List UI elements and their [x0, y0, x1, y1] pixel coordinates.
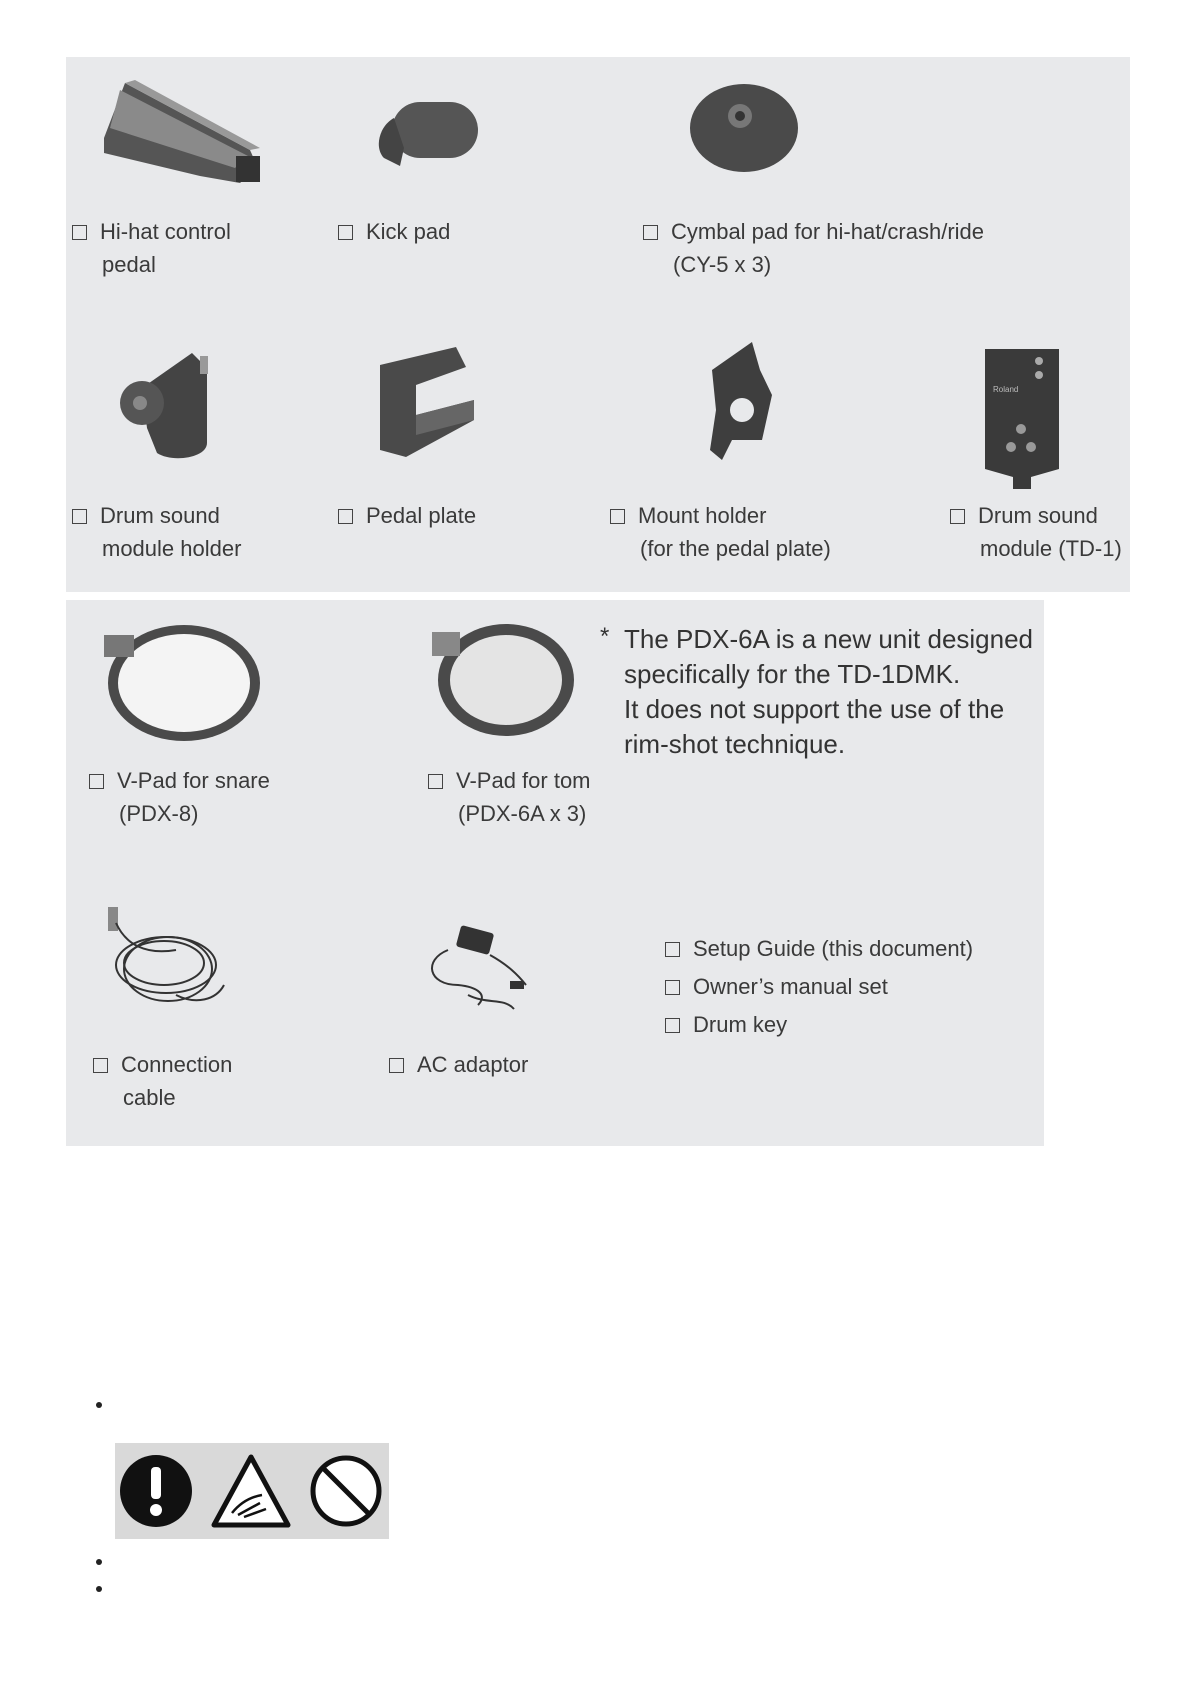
mount-holder-image	[702, 340, 778, 465]
checkbox-icon[interactable]	[428, 774, 443, 789]
doc-setup-guide: Setup Guide (this document)	[665, 930, 973, 968]
hihat-pedal-label: Hi-hat control pedal	[72, 215, 231, 281]
checkbox-icon[interactable]	[665, 1018, 680, 1033]
tom-pad-label: V-Pad for tom (PDX-6A x 3)	[428, 764, 591, 830]
connection-cable-image	[106, 905, 230, 1017]
kick-pad-image	[374, 98, 480, 170]
prohibition-icon	[308, 1453, 384, 1529]
pedal-plate-label: Pedal plate	[338, 499, 476, 532]
snare-pad-image	[100, 615, 262, 745]
checkbox-icon[interactable]	[643, 225, 658, 240]
checkbox-icon[interactable]	[338, 225, 353, 240]
pedal-plate-image	[376, 345, 478, 460]
module-holder-label: Drum sound module holder	[72, 499, 241, 565]
checkbox-icon[interactable]	[389, 1058, 404, 1073]
checkbox-icon[interactable]	[72, 509, 87, 524]
checkbox-icon[interactable]	[665, 980, 680, 995]
exclamation-icon	[118, 1453, 194, 1529]
list-bullet	[96, 1559, 102, 1565]
hihat-pedal-image	[100, 78, 265, 188]
checkbox-icon[interactable]	[89, 774, 104, 789]
checkbox-icon[interactable]	[72, 225, 87, 240]
connection-cable-label: Connection cable	[93, 1048, 232, 1114]
mount-holder-label: Mount holder (for the pedal plate)	[610, 499, 831, 565]
tom-pad-image	[428, 618, 576, 738]
snare-pad-label: V-Pad for snare (PDX-8)	[89, 764, 270, 830]
sound-module-image	[983, 347, 1061, 489]
checkbox-icon[interactable]	[610, 509, 625, 524]
list-bullet	[96, 1586, 102, 1592]
list-bullet	[96, 1402, 102, 1408]
checkbox-icon[interactable]	[665, 942, 680, 957]
kick-pad-label: Kick pad	[338, 215, 450, 248]
checkbox-icon[interactable]	[950, 509, 965, 524]
pdx6a-note: * The PDX-6A is a new unit designed specifically for the TD-1DMK. It does not support the use of the rim-shot technique.	[600, 623, 1034, 759]
sound-module-label: Drum sound module (TD-1)	[950, 499, 1122, 565]
cymbal-pad-image	[688, 78, 800, 174]
safety-icons	[115, 1443, 389, 1539]
module-holder-image	[112, 348, 216, 463]
doc-owners-manual: Owner’s manual set	[665, 968, 973, 1006]
cymbal-pad-label: Cymbal pad for hi-hat/crash/ride (CY-5 x 3)	[643, 215, 984, 281]
checkbox-icon[interactable]	[338, 509, 353, 524]
doc-drum-key: Drum key	[665, 1006, 973, 1044]
svg-text:Roland: Roland	[993, 385, 1019, 394]
documents-list	[665, 930, 973, 1044]
ac-adaptor-label: AC adaptor	[389, 1048, 528, 1081]
pinch-caution-icon	[210, 1453, 292, 1529]
ac-adaptor-image	[418, 925, 534, 1015]
checkbox-icon[interactable]	[93, 1058, 108, 1073]
